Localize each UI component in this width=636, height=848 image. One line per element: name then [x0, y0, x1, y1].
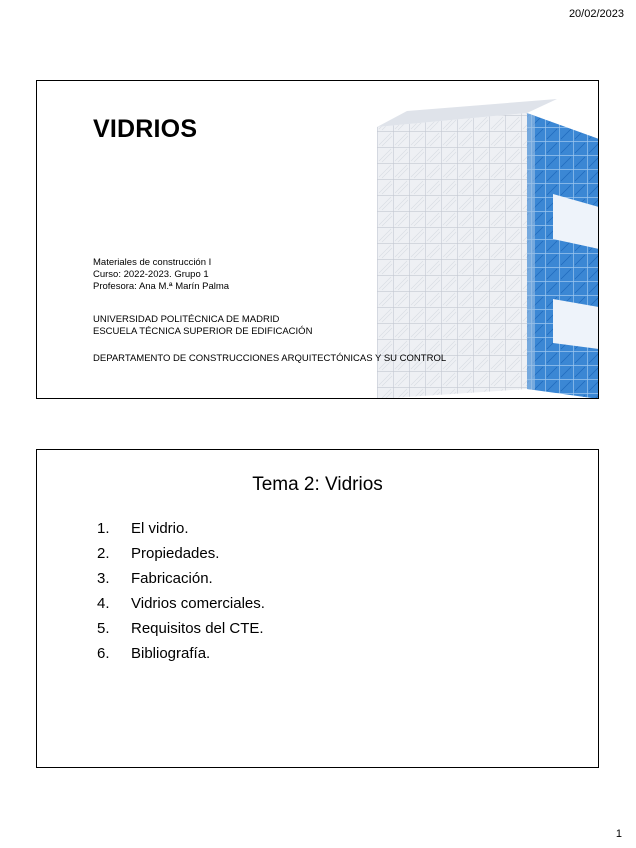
- department-name: DEPARTAMENTO DE CONSTRUCCIONES ARQUITECTÓNICAS Y SU CONTROL: [93, 353, 447, 364]
- list-item: [97, 541, 265, 566]
- list-text: Propiedades.: [131, 545, 220, 562]
- page-number: 1: [615, 828, 622, 840]
- list-text: Requisitos del CTE.: [131, 620, 264, 637]
- contents-list: [97, 516, 265, 666]
- course-info: [93, 257, 229, 293]
- list-number: 3.: [97, 570, 110, 587]
- list-item: [97, 641, 265, 666]
- list-number: 2.: [97, 545, 110, 562]
- print-date: 20/02/2023: [568, 8, 624, 20]
- university-line: UNIVERSIDAD POLITÉCNICA DE MADRID: [93, 314, 280, 325]
- list-number: 5.: [97, 620, 110, 637]
- list-item: [97, 516, 265, 541]
- list-text: Vidrios comerciales.: [131, 595, 265, 612]
- course-line: Curso: 2022-2023. Grupo 1: [93, 269, 209, 280]
- slide-title-heading: VIDRIOS: [93, 115, 198, 143]
- list-item: [97, 591, 265, 616]
- course-line: Profesora: Ana M.ª Marín Palma: [93, 281, 230, 292]
- list-text: El vidrio.: [131, 520, 189, 537]
- list-number: 1.: [97, 520, 110, 537]
- list-number: 4.: [97, 595, 110, 612]
- list-item: [97, 566, 265, 591]
- university-line: ESCUELA TÉCNICA SUPERIOR DE EDIFICACIÓN: [93, 326, 313, 337]
- list-number: 6.: [97, 645, 110, 662]
- university-info: [93, 314, 312, 338]
- list-text: Fabricación.: [131, 570, 213, 587]
- list-item: [97, 616, 265, 641]
- slide-contents-heading: Tema 2: Vidrios: [252, 474, 383, 495]
- slide-title: [36, 80, 599, 399]
- list-text: Bibliografía.: [131, 645, 211, 662]
- slide-contents: [36, 449, 599, 768]
- course-line: Materiales de construcción I: [93, 257, 212, 268]
